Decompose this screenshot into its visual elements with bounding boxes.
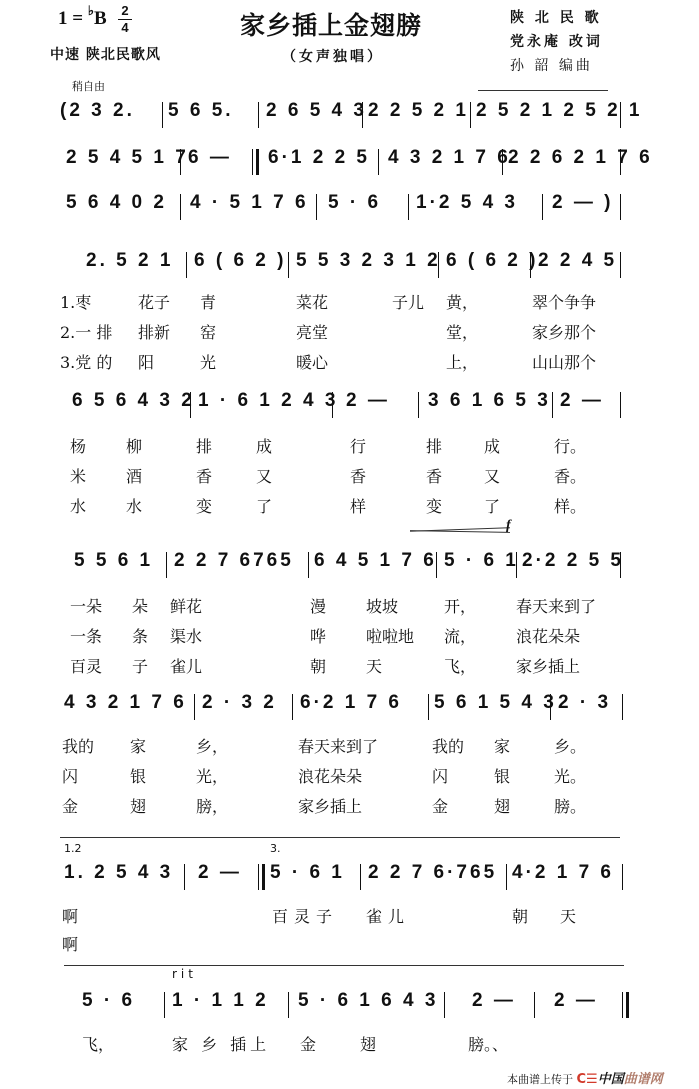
measure: 5 6 4 0 2 <box>66 192 167 213</box>
lyric: 香 <box>426 467 443 486</box>
lyric: 排 <box>426 437 443 456</box>
lyric: 我的 <box>432 737 465 756</box>
measure: 2 — <box>346 390 390 411</box>
measure: 2 5 2 1 2 5 2 1 <box>476 100 643 121</box>
lyric: 金 <box>62 797 79 816</box>
measure: 2 2 7 6765 <box>174 550 294 571</box>
notation-row-3 <box>60 192 630 222</box>
notation-row-1 <box>60 100 643 130</box>
lyric: 家乡插上 <box>298 797 363 816</box>
measure: 6 ( 6 2 ) <box>446 250 539 271</box>
lyric: 朝 <box>512 907 529 926</box>
lyrics-verse-3 <box>60 350 630 372</box>
measure: 2 — <box>472 990 516 1011</box>
lyric: 家 乡 插上 <box>172 1035 271 1054</box>
trill-bracket <box>478 90 608 91</box>
lyric: 行。 <box>554 437 587 456</box>
tempo-marking: 中速 陕北民歌风 <box>50 47 161 63</box>
lyric: 我的 <box>62 737 95 756</box>
lyric: 雀儿 <box>366 907 411 926</box>
forte-marking: f <box>506 518 511 533</box>
site-name-part-b[interactable]: 曲谱网 <box>623 1072 663 1087</box>
notation-row-8 <box>60 862 630 892</box>
notation-row-7 <box>60 692 630 722</box>
lyric: 暖心 <box>296 353 329 372</box>
lyric: 翅 <box>130 797 147 816</box>
lyric: 百灵 <box>70 657 103 676</box>
lyrics-verse-1 <box>60 434 630 456</box>
lyrics-line-1 <box>60 1032 630 1054</box>
lyric: 翠个争争 <box>532 293 597 312</box>
lyric: 乡， <box>196 737 229 756</box>
credit-lyricist: 党永庵 改词 <box>510 34 603 50</box>
key-prefix: 1 = <box>58 8 84 29</box>
lyric: 亮堂 <box>296 323 329 342</box>
lyrics-verse-1 <box>60 594 630 616</box>
measure: 4 · 5 1 7 6 <box>190 192 309 213</box>
lyric: 乡。 <box>554 737 587 756</box>
lyric: 膀。 <box>554 797 587 816</box>
measure: 2 · 3 <box>558 692 612 713</box>
measure: 1·2 5 4 3 <box>416 192 518 213</box>
lyric: 闪 <box>62 767 79 786</box>
measure: 2 — <box>560 390 604 411</box>
measure: 2 2 5 2 1 <box>368 100 469 121</box>
measure: 4 3 2 1 7 6 <box>64 692 187 713</box>
lyric: 春天来到了 <box>298 737 379 756</box>
measure: (2 3 2. <box>60 100 135 121</box>
lyric: 家 <box>494 737 511 756</box>
song-title: 家乡插上金翅膀 <box>240 11 423 40</box>
volta-1-2: 1.2 <box>64 842 82 855</box>
lyric: 家 <box>130 737 147 756</box>
lyric: 膀， <box>196 797 229 816</box>
notation-row-2 <box>60 147 653 177</box>
lyric: 3.党 的 <box>60 353 113 372</box>
rit-bracket <box>64 965 624 966</box>
lyric: 雀儿 <box>170 657 203 676</box>
lyric: 啦啦地 <box>366 627 415 646</box>
lyric: 样 <box>350 497 367 516</box>
lyrics-verse-2 <box>60 764 630 786</box>
lyric: 样。 <box>554 497 587 516</box>
measure: 2. 5 2 1 <box>86 250 174 271</box>
measure: 1 · 6 1 2 4 3 <box>198 390 339 411</box>
notation-row-5 <box>60 390 630 420</box>
lyric: 水 <box>70 497 87 516</box>
lyric: 一条 <box>70 627 103 646</box>
lyric: 水 <box>126 497 143 516</box>
notation-row-4 <box>60 250 630 280</box>
lyric: 金 <box>432 797 449 816</box>
lyric: 了 <box>484 497 501 516</box>
lyric: 百灵子 <box>272 907 339 926</box>
lyric: 漫 <box>310 597 327 616</box>
measure: 1 · 1 1 2 <box>172 990 269 1011</box>
lyric: 1.枣 <box>60 293 92 312</box>
lyric: 子 <box>132 657 149 676</box>
lyric: 啊 <box>62 907 79 926</box>
credit-origin: 陕 北 民 歌 <box>510 10 602 26</box>
measure: 5 6 5. <box>168 100 234 121</box>
lyric: 飞， <box>444 657 477 676</box>
credits <box>510 6 603 78</box>
lyric: 光 <box>200 353 217 372</box>
measure: 2 6 5 4 3 <box>266 100 367 121</box>
measure: 5 · 6 1 6 4 3 <box>298 990 439 1011</box>
time-sig-top: 2 <box>121 3 129 18</box>
lyric: 开， <box>444 597 477 616</box>
lyric: 家乡插上 <box>516 657 581 676</box>
lyric: 2.一 排 <box>60 323 113 342</box>
lyric: 成 <box>256 437 273 456</box>
measure: 2 2 7 6·765 <box>368 862 498 883</box>
measure: 2 5 4 5 1 7 <box>66 147 189 168</box>
lyric: 光， <box>196 767 229 786</box>
measure: 5 · 6 <box>328 192 382 213</box>
measure: 5 5 3 2 3 1 2 <box>296 250 441 271</box>
lyrics-verse-3 <box>60 494 630 516</box>
lyric: 一朵 <box>70 597 103 616</box>
notation-row-9 <box>60 990 630 1020</box>
measure: 6 4 5 1 7 6 <box>314 550 437 571</box>
upload-text: 本曲谱上传于 <box>507 1073 573 1086</box>
lyric: 酒 <box>126 467 143 486</box>
measure: 5 5 6 1 <box>74 550 154 571</box>
measure: 4·2 1 7 6 <box>512 862 614 883</box>
measure: 5 · 6 1 <box>270 862 345 883</box>
lyrics-verse-2 <box>60 624 630 646</box>
measure: 5 · 6 1 <box>444 550 519 571</box>
lyric: 黄， <box>446 293 479 312</box>
lyrics-verse-1 <box>60 734 630 756</box>
measure: 6 5 6 4 3 2 <box>72 390 195 411</box>
measure: 3 6 1 6 5 3 <box>428 390 551 411</box>
measure: 2 — <box>198 862 242 883</box>
rit-marking: rit <box>172 967 197 981</box>
site-logo-icon: C☰ <box>576 1072 598 1087</box>
lyric: 银 <box>494 767 511 786</box>
lyric: 浪花朵朵 <box>516 627 581 646</box>
lyrics-verse-3 <box>60 654 630 676</box>
lyric: 香 <box>350 467 367 486</box>
measure: 5 · 6 <box>82 990 136 1011</box>
lyric: 金 <box>300 1035 317 1054</box>
lyric: 浪花朵朵 <box>298 767 363 786</box>
lyrics-line-1 <box>60 904 630 926</box>
measure: 6 — <box>188 147 232 168</box>
measure: 2 — <box>554 990 598 1011</box>
measure: 2 2 6 2 1 7 6 <box>508 147 653 168</box>
lyric: 天 <box>366 657 383 676</box>
volta-3: 3. <box>270 842 281 855</box>
song-subtitle: （女声独唱） <box>282 49 384 65</box>
measure: 6·2 1 7 6 <box>300 692 402 713</box>
lyrics-verse-1 <box>60 290 630 312</box>
lyrics-verse-2 <box>60 464 630 486</box>
key-signature <box>58 3 107 30</box>
lyric: 光。 <box>554 767 587 786</box>
lyric: 银 <box>130 767 147 786</box>
lyric: 上， <box>446 353 479 372</box>
lyric: 家乡那个 <box>532 323 597 342</box>
lyric: 香。 <box>554 467 587 486</box>
lyric: 阳 <box>138 353 155 372</box>
measure: 5 6 1 5 4 3 <box>434 692 557 713</box>
measure: 2 — ) <box>552 192 614 213</box>
lyric: 柳 <box>126 437 143 456</box>
lyric: 又 <box>256 467 273 486</box>
crescendo-line <box>410 530 510 533</box>
lyric: 行 <box>350 437 367 456</box>
lyric: 香 <box>196 467 213 486</box>
lyric: 山山那个 <box>532 353 597 372</box>
lyric: 鲜花 <box>170 597 203 616</box>
key-note: B <box>93 8 107 29</box>
lyric: 子儿 <box>392 293 425 312</box>
lyric: 春天来到了 <box>516 597 597 616</box>
lyrics-verse-3 <box>60 794 630 816</box>
lyric: 条 <box>132 627 149 646</box>
measure: 4 3 2 1 7 6 <box>388 147 511 168</box>
volta-bracket <box>60 837 620 838</box>
lyric: 哗 <box>310 627 327 646</box>
lyric: 变 <box>426 497 443 516</box>
measure: 2 2 4 5 <box>538 250 618 271</box>
lyric: 渠水 <box>170 627 203 646</box>
measure: 6·1 2 2 5 <box>268 147 370 168</box>
lyric: 排新 <box>138 323 171 342</box>
lyric: 了 <box>256 497 273 516</box>
measure: 1. 2 5 4 3 <box>64 862 174 883</box>
lyric: 膀。、 <box>468 1035 509 1054</box>
lyric: 翅 <box>494 797 511 816</box>
site-name-part-a[interactable]: 中国 <box>597 1072 624 1087</box>
time-sig-bottom: 4 <box>121 20 129 35</box>
lyric: 变 <box>196 497 213 516</box>
lyric: 米 <box>70 467 87 486</box>
footer-attribution <box>507 1068 663 1087</box>
rubato-marking: 稍自由 <box>72 80 105 93</box>
lyric: 排 <box>196 437 213 456</box>
lyric: 流， <box>444 627 477 646</box>
lyric: 朵 <box>132 597 149 616</box>
lyric: 青 <box>200 293 217 312</box>
lyrics-verse-2 <box>60 320 630 342</box>
lyric: 成 <box>484 437 501 456</box>
lyric: 天 <box>560 907 577 926</box>
lyric: 闪 <box>432 767 449 786</box>
measure: 2 · 3 2 <box>202 692 277 713</box>
lyric: 窑 <box>200 323 217 342</box>
lyric: 又 <box>484 467 501 486</box>
flat-symbol: ♭ <box>87 3 94 18</box>
lyric: 啊 <box>62 935 79 954</box>
notation-row-6 <box>60 550 630 580</box>
lyric: 朝 <box>310 657 327 676</box>
lyric: 杨 <box>70 437 87 456</box>
lyric: 翅 <box>360 1035 377 1054</box>
lyric: 坡坡 <box>366 597 399 616</box>
lyric: 堂， <box>446 323 479 342</box>
lyrics-line-2 <box>60 932 630 954</box>
measure: 2·2 2 5 5 <box>522 550 624 571</box>
credit-arranger: 孙 韶 编曲 <box>510 58 593 74</box>
lyric: 飞， <box>82 1035 115 1054</box>
lyric: 花子 <box>138 293 171 312</box>
lyric: 菜花 <box>296 293 329 312</box>
time-signature <box>118 4 132 35</box>
measure: 6 ( 6 2 ) <box>194 250 287 271</box>
